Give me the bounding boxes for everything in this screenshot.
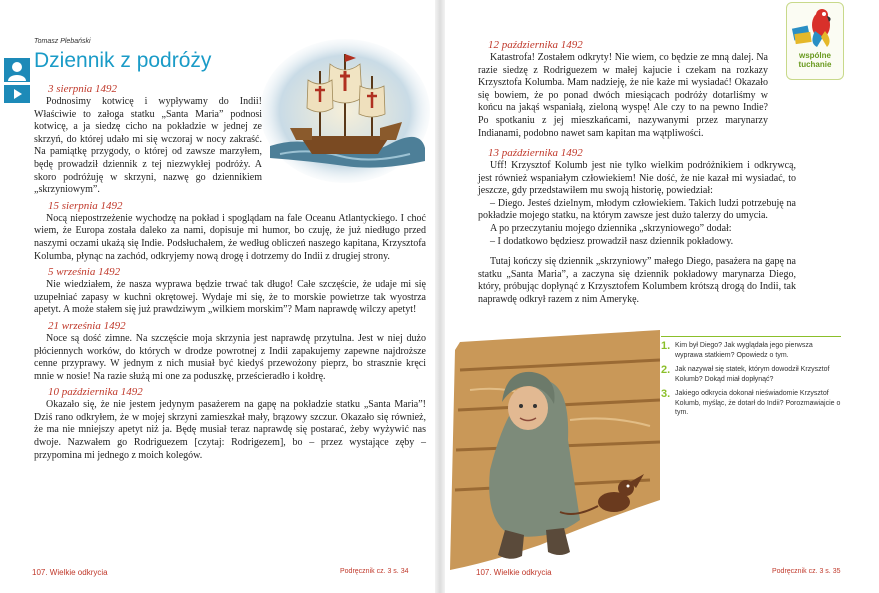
footer-lesson-left: 107. Wielkie odkrycia	[32, 568, 108, 577]
entry-6	[478, 38, 768, 140]
entry-text: Noce są dość zimne. Na szczęście moja skrzynia jest naprawdę przytulna. Jest w niej dużo płóciennych worków, do których w drodze powrotnej z Indii zapakujemy zapewne najdroższe cenne przyprawy. W jednym z nich musiał być kiedyś przewożony pieprz, bo strasznie kręci mnie w nosie! Na razie służą mi one za poduszkę, prześcieradło i kołdrę.	[34, 332, 426, 382]
entry-date: 3 sierpnia 1492	[48, 83, 118, 95]
entry-text: Uff! Krzysztof Kolumb jest nie tylko wielkim podróżnikiem i odkrywcą, jest również wspaniałym człowiekiem! Nie dość, że nie kazał mi wysiadać, to jeszcze, gdy przedstawiłem mu swoją historię, powiedział:	[478, 160, 796, 197]
entry-5	[34, 385, 426, 462]
question-text: Jak nazywał się statek, którym dowodził Krzysztof Kolumb? Dokąd miał dopłynąć?	[675, 366, 830, 383]
right-page-text-2	[478, 146, 796, 307]
page-title: Dziennik z podróży	[34, 49, 212, 72]
entry-date: 12 października 1492	[488, 39, 583, 51]
logo-line-2: tuchanie	[798, 60, 832, 69]
entry-text: Nie wiedziałem, że nasza wyprawa będzie trwać tak długo! Całe szczęście, że udaje mi się uzupełniać zapasy w kuchni okrętowej. Wydaje mi się, że to morskie powietrze tak wyostrza apetyt. A może stałem się już prawdziwym „wilkiem morskim”? Mam naprawdę wilczy apetyt!	[34, 279, 426, 316]
question-2	[661, 365, 841, 384]
play-icon[interactable]	[4, 85, 30, 103]
question-text: Jakiego odkrycia dokonał nieświadomie Krzysztof Kolumb, myśląc, że dotarł do Indii? Porozmawiajcie o tym.	[675, 390, 841, 416]
entry-text: Nocą niepostrzeżenie wychodzę na pokład i spoglądam na fale Oceanu Atlantyckiego. I choć wiem, że Europa została daleko za nami, dopisuje mi humor, bo czuję, że już niedługo przed naszymi oczami ukażą się Indie. Podsłuchałem, że według obliczeń naszego kapitana, Krzysztofa Kolumba, płynąc na zachód, odkryjemy nową drogę i dotrzemy do Indii z drugiej strony.	[34, 212, 426, 262]
entry-2	[34, 199, 426, 263]
entry-7	[478, 146, 796, 248]
closing-text: Tutaj kończy się dziennik „skrzyniowy” małego Diego, pasażera na gapę na statku „Santa Maria”, a zaczyna się dziennik pokładowy marynarza Diego, który, próbując dopłynąć z Krzysztofem Kolumbem krótszą drogą do Indii, tak naprawdę odkrył razem z nim Amerykę.	[478, 256, 796, 305]
entry-date: 15 sierpnia 1492	[48, 199, 123, 212]
entry-text: – Diego. Jesteś dzielnym, młodym człowiekiem. Takich ludzi potrzebuję na pokładzie mojego statku, na którym zawsze jest dużo talerzy do umycia.	[478, 197, 796, 222]
entry-text: – I dodatkowo będziesz prowadził nasz dziennik pokładowy.	[490, 235, 734, 247]
entry-date: 5 września 1492	[48, 266, 121, 279]
entry-text: A po przeczytaniu mojego dziennika „skrzyniowego” dodał:	[490, 222, 732, 234]
entry-3	[34, 265, 426, 317]
author-name: Tomasz Plebański	[34, 38, 91, 45]
entry-4	[34, 319, 426, 383]
question-3	[661, 389, 841, 418]
entry-1	[34, 82, 426, 197]
entry-date: 10 października 1492	[48, 386, 143, 399]
reading-together-logo	[786, 2, 844, 80]
questions-divider	[661, 336, 841, 337]
question-text: Kim był Diego? Jak wyglądała jego pierwsza wyprawa statkiem? Opowiedz o tym.	[675, 342, 813, 359]
boy-with-rat-illustration	[450, 330, 660, 570]
logo-text	[787, 51, 843, 69]
footer-lesson-right: 107. Wielkie odkrycia	[476, 568, 552, 577]
left-page-text	[34, 82, 426, 462]
entry-text: Podnosimy kotwicę i wypływamy do Indii! Właściwie to załoga statku „Santa Maria” podnosi kotwicę, a ja siedzę cicho na pokładzie w jednej ze skrzyń, do której udało mi się wczoraj w nocy zakraść. Na pamiątkę przygody, o której od zawsze marzyłem, będę prowadził dziennik z tej niezwykłej podróży. A skoro podróżuję w skrzyni, nazwę go dziennikiem „skrzyniowym”.	[34, 96, 262, 196]
entry-text: Katastrofa! Zostałem odkryty! Nie wiem, co będzie ze mną dalej. Na razie siedzę z Rodriguezem w małej kajucie i czekam na rozkazy Krzysztofa Kolumba. Mam nadzieję, że nie każe mi wysiadać! Okazało się bowiem, że po ponad dwóch miesiącach podróży dotarliśmy w końcu na jakąś wspaniałą, zieloną wyspę! Ale czy to na pewno Indie? Po spotkaniu z jej mieszkańcami, nazywanymi przez marynarzy Indianami, podobno nawet sam kapitan ma wątpliwości.	[478, 52, 768, 139]
entry-date: 13 października 1492	[488, 147, 583, 159]
right-page-text	[478, 38, 768, 140]
footer-ref-right: Podręcznik cz. 3 s. 35	[772, 568, 841, 575]
question-number: 3.	[661, 388, 671, 400]
question-number: 2.	[661, 364, 671, 376]
entry-date: 21 września 1492	[48, 319, 126, 332]
question-1	[661, 341, 841, 360]
entry-text: Okazało się, że nie jestem jedynym pasażerem na gapę na pokładzie statku „Santa Maria”! Dziś rano odkryłem, że w mojej skrzyni zamieszkał mały, brązowy szczur. Okazało się również, że ma nie mniejszy apetyt niż ja. Będę musiał teraz naprawdę się postarać, żeby wyżywić nas dwoje. Nazwałem go Rodriguezem [czytaj: Rodrigezem], bo – przez wystające zęby – przypomina mi jednego z moich kolegów.	[34, 399, 426, 461]
question-number: 1.	[661, 340, 671, 352]
logo-line-1: wspólne	[798, 51, 831, 60]
page-gutter	[435, 0, 445, 593]
footer-ref-left: Podręcznik cz. 3 s. 34	[340, 568, 409, 575]
avatar-icon[interactable]	[4, 58, 30, 82]
questions-list	[661, 341, 841, 423]
